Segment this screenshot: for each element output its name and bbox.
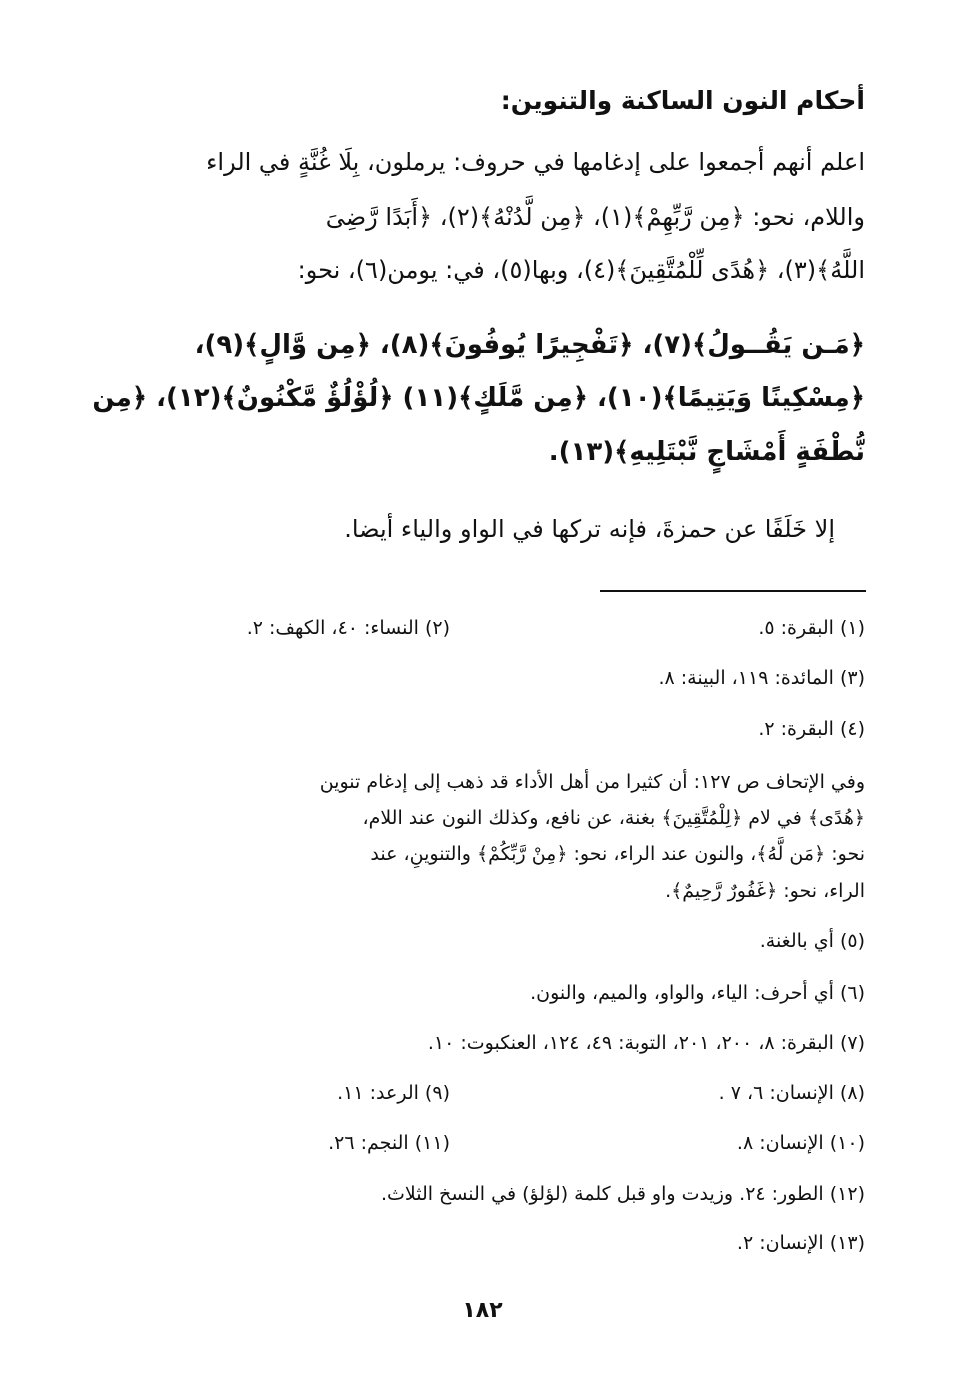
body-line-3: اللَّهُ﴾(٣)، ﴿هُدًى لِّلْمُتَّقِينَ﴾(٤)، وبها(٥)، في: يومن(٦)، نحو:: [297, 256, 865, 284]
section-heading: أحكام النون الساكنة والتنوين:: [500, 86, 865, 115]
footnote-4-extra-line-2: ﴿هُدًى﴾ في لام ﴿لِلْمُتَّقِينَ﴾ بغنة، عن نافع، وكذلك النون عند اللام،: [362, 807, 865, 829]
footnote-8: (٨) الإنسان: ٦، ٧ .: [718, 1082, 865, 1104]
footnote-4: (٤) البقرة: ٢.: [758, 718, 865, 740]
example-line-2: ﴿مِسْكِينًا وَيَتِيمًا﴾(١٠)، ﴿مِن مَّلَكٍ﴾(١١) ﴿لُؤْلُؤٌ مَّكْنُونٌ﴾(١٢)، ﴿مِن: [92, 383, 865, 413]
page-number: ١٨٢: [462, 1298, 503, 1323]
footnote-9: (٩) الرعد: ١١.: [337, 1082, 450, 1104]
footnote-4-extra-line-1: وفي الإتحاف ص ١٢٧: أن كثيرا من أهل الأداء قد ذهب إلى إدغام تنوين: [319, 771, 865, 793]
footnote-divider: [600, 590, 866, 592]
footnote-3: (٣) المائدة: ١١٩، البينة: ٨.: [658, 667, 865, 689]
footnote-2: (٢) النساء: ٤٠، الكهف: ٢.: [246, 617, 450, 639]
body-line-1: اعلم أنهم أجمعوا على إدغامها في حروف: يرملون، بِلَا غُنَّةٍ في الراء: [206, 148, 865, 176]
footnote-4-extra-line-3: نحو: ﴿مَن لَّهُ﴾، والنون عند الراء، نحو: ﴿مِنْ رَّبِّكُمْ﴾ والتنوينِ، عند: [370, 843, 865, 865]
footnote-4-extra-line-4: الراء، نحو: ﴿غَفُورٌ رَّحِيمٌ﴾.: [665, 880, 865, 902]
example-line-1: ﴿مَـن يَقُــولُ﴾(٧)، ﴿تَفْجِيرًا يُوفُونَ﴾(٨)، ﴿مِن وَّالٍ﴾(٩)،: [194, 330, 865, 360]
footnote-7: (٧) البقرة: ٨، ٢٠٠، ٢٠١، التوبة: ٤٩، ١٢٤، العنكبوت: ١٠.: [427, 1032, 865, 1054]
footnote-10: (١٠) الإنسان: ٨.: [736, 1132, 865, 1154]
footnote-12: (١٢) الطور: ٢٤. وزيدت واو قبل كلمة (لؤلؤ) في النسخ الثلاث.: [380, 1183, 865, 1205]
footnote-6: (٦) أي أحرف: الياء، والواو، والميم، والنون.: [530, 982, 865, 1004]
example-line-3: نُّطْفَةٍ أَمْشَاجٍ نَّبْتَلِيهِ﴾(١٣).: [548, 437, 865, 467]
footnote-11: (١١) النجم: ٢٦.: [328, 1132, 450, 1154]
footnote-13: (١٣) الإنسان: ٢.: [736, 1232, 865, 1254]
body-line-2: واللام، نحو: ﴿مِن رَّبِّهِمْ﴾(١)، ﴿مِن لَّدُنْهُ﴾(٢)، ﴿أَبَدًا رَّضِىَ: [325, 203, 865, 231]
footnote-1: (١) البقرة: ٥.: [758, 617, 865, 639]
exception-line: إلا خَلَفًا عن حمزةَ، فإنه تركها في الواو والياء أيضا.: [344, 515, 835, 543]
footnote-5: (٥) أي بالغنة.: [759, 930, 865, 952]
